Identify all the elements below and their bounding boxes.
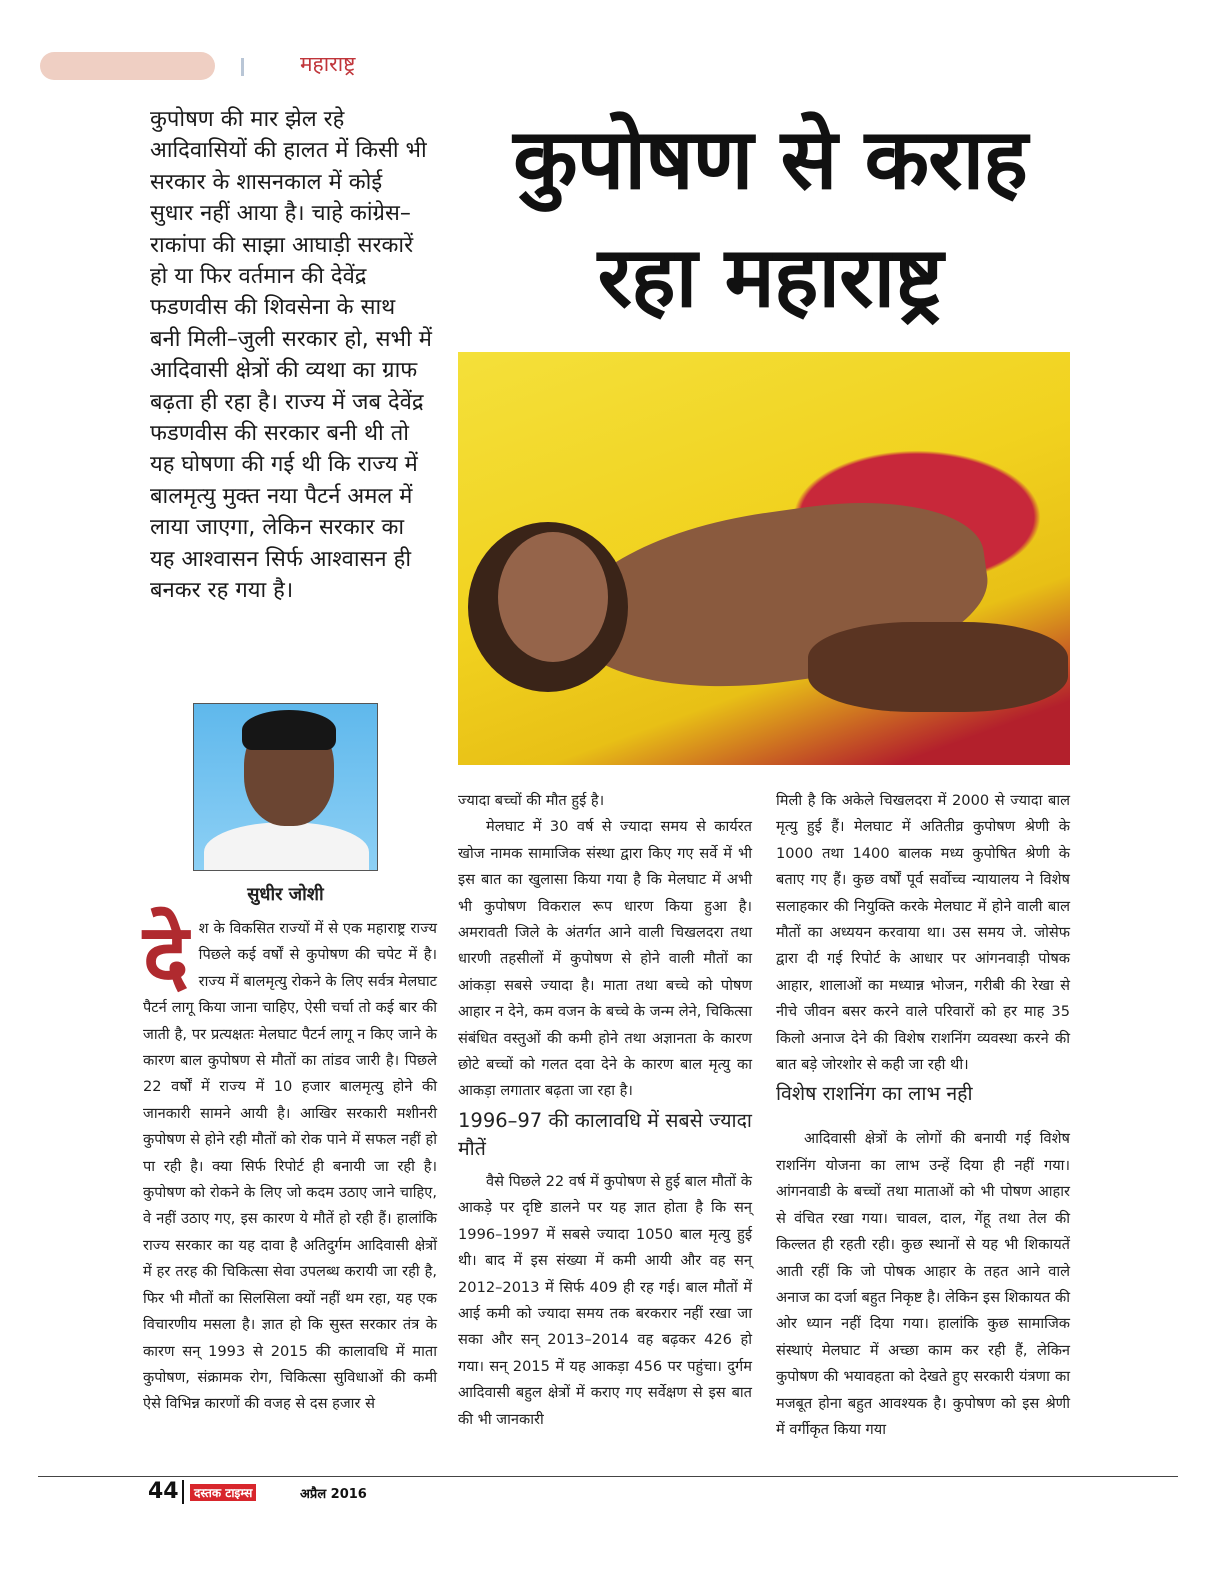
article-column-1 [143, 906, 437, 1418]
page-number: 44 [148, 1479, 179, 1504]
intro-blurb: कुपोषण की मार झेल रहे आदिवासियों की हालत में किसी भी सरकार के शासनकाल में कोई सुधार नहीं आया है। चाहे कांग्रेस–राकांपा की साझा आघाड़ी सरकारें हो या फिर वर्तमान की देवेंद्र फडणवीस की शिवसेना के साथ बनी मिली–जुली सरकार हो, सभी में आदिवासी क्षेत्रों की व्यथा का ग्राफ बढ़ता ही रहा है। राज्य में जब देवेंद्र फडणवीस की सरकार बनी थी तो यह घोषणा की गई थी कि राज्य में बालमृत्यु मुक्त नया पैटर्न अमल में लाया जाएगा, लेकिन सरकार का यह आश्वासन सिर्फ आश्वासन ही बनकर रह गया है। [150, 107, 432, 604]
article-column-3 [776, 788, 1070, 1443]
paragraph: श के विकसित राज्यों में से एक महाराष्ट्र राज्य पिछले कई वर्षों से कुपोषण की चपेट में है। राज्य में बालमृत्यु रोकने के लिए सर्वत्र मेलघाट पैटर्न लागू किया जाना चाहिए, ऐसी चर्चा तो कई बार की जाती है, पर प्रत्यक्षतः मेलघाट पैटर्न लागू न किए जाने के कारण बाल कुपोषण से मौतों का तांडव जारी है। पिछले 22 वर्षों में राज्य में 10 हजार बालमृत्यु होने की जानकारी सामने आयी है। आखिर सरकारी मशीनरी कुपोषण से होने रही मौतों को रोक पाने में सफल नहीं हो पा रही है। क्या सिर्फ रिपोर्ट ही बनायी जा रही है। कुपोषण को रोकने के लिए जो कदम उठाए जाने चाहिए, वे नहीं उठाए गए, इस कारण ये मौतें हो रही हैं। हालांकि राज्य सरकार का यह दावा है अतिदुर्गम आदिवासी क्षेत्रों में हर तरह की चिकित्सा सेवा उपलब्ध करायी जा रही है, फिर भी मौतों का सिलसिला क्यों नहीं थम रहा, यह एक विचारणीय मसला है। ज्ञात हो कि सुस्त सरकार तंत्र के कारण सन् 1993 से 2015 की कालावधि में माता कुपोषण, संक्रामक रोग, चिकित्सा सुविधाओं की कमी ऐसे विभिन्न कारणों की वजह से दस हजार से [143, 920, 437, 1413]
section-label: महाराष्ट्र [300, 52, 356, 76]
article-column-2 [458, 788, 752, 1433]
footer-divider [182, 1480, 184, 1504]
subheading: विशेष राशनिंग का लाभ नही [776, 1082, 973, 1106]
header-tab [40, 52, 215, 80]
drop-cap: दे [143, 906, 189, 1006]
headline [470, 100, 1070, 336]
publication-logo: दस्तक टाइम्स [190, 1484, 256, 1501]
paragraph: मेलघाट में 30 वर्ष से ज्यादा समय से कार्यरत खोज नामक सामाजिक संस्था द्वारा किए गए सर्वे में भी इस बात का खुलासा किया गया है कि मेलघाट में अभी भी कुपोषण विकराल रूप धारण किया हुआ है। अमरावती जिले के अंतर्गत आने वाली चिखलदरा तथा धारणी तहसीलों में कुपोषण से होने वाली मौतों का आंकड़ा सबसे ज्यादा है। माता तथा बच्चे को पोषण आहार न देने, कम वजन के बच्चे के जन्म लेने, चिकित्सा संबंधित वस्तुओं की कमी होने तथा अज्ञानता के कारण छोटे बच्चों को गलत दवा देने के कारण बाल मृत्यु का आकड़ा लगातार बढ़ता जा रहा है। [458, 818, 752, 1100]
photo-figure [808, 622, 1068, 712]
footer-rule [38, 1476, 1178, 1477]
paragraph: मिली है कि अकेले चिखलदरा में 2000 से ज्यादा बाल मृत्यु हुई हैं। मेलघाट में अतितीव्र कुपोषण श्रेणी के 1000 तथा 1400 बालक मध्य कुपोषित श्रेणी के बताए गए हैं। कुछ वर्षों पूर्व सर्वोच्च न्यायालय ने विशेष सलाहकार की नियुक्ति करके मेलघाट में होने वाली बाल मौतों का अध्ययन करवाया था। उस समय जे. जोसेफ द्वारा दी गई रिपोर्ट के आधार पर आंगनवाड़ी पोषक आहार, शालाओं का मध्यान्न भोजन, गरीबी की रेखा से नीचे जीवन बसर करने वाले परिवारों को हर माह 35 किलो अनाज देने की विशेष राशनिंग व्यवस्था करने की बात बड़े जोरशोर से कही जा रही थी। [776, 792, 1070, 1074]
issue-date: अप्रैल 2016 [300, 1487, 367, 1502]
header-divider [241, 58, 244, 76]
author-name: सुधीर जोशी [247, 884, 324, 905]
paragraph: वैसे पिछले 22 वर्ष में कुपोषण से हुई बाल मौतों के आकड़े पर दृष्टि डालने पर यह ज्ञात होता है कि सन् 1996–1997 में सबसे ज्यादा 1050 बाल मृत्यु हुई थी। बाद में इस संख्या में कमी आयी और वह सन् 2012–2013 में सिर्फ 409 ही रह गई। बाल मौतों में आई कमी को ज्यादा समय तक बरकरार नहीं रखा जा सका और सन् 2013–2014 वह बढ़कर 426 हो गया। सन् 2015 में यह आकड़ा 456 पर पहुंचा। दुर्गम आदिवासी बहुल क्षेत्रों में कराए गए सर्वेक्षण से इस बात की भी जानकारी [458, 1172, 752, 1428]
malnourished-child-photo [458, 352, 1070, 765]
photo-figure [204, 822, 369, 871]
author-photo [193, 703, 378, 871]
photo-figure [498, 532, 608, 662]
subheading: 1996–97 की कालावधि में सबसे ज्यादा मौतें [458, 1108, 752, 1160]
headline-line-1: कुपोषण से कराह [513, 110, 1027, 208]
paragraph: ज्यादा बच्चों की मौत हुई है। [458, 792, 605, 809]
headline-line-2: रहा महाराष्ट्र [597, 228, 943, 326]
photo-figure [242, 710, 336, 750]
paragraph: आदिवासी क्षेत्रों के लोगों की बनायी गई विशेष राशनिंग योजना का लाभ उन्हें दिया ही नहीं गया। आंगनवाडी के बच्चों तथा माताओं को भी पोषण आहार से वंचित रखा गया। चावल, दाल, गेंहू तथा तेल की किल्लत ही रहती रही। कुछ स्थानों से यह भी शिकायतें आती रहीं कि जो पोषक आहार के तहत आने वाले अनाज का दर्जा बहुत निकृष्ट है। लेकिन इस शिकायत की ओर ध्यान नहीं दिया गया। हालांकि कुछ सामाजिक संस्थाएं मेलघाट में अच्छा काम कर रही हैं, लेकिन कुपोषण की भयावहता को देखते हुए सरकारी यंत्रणा का मजबूत होना बहुत आवश्यक है। कुपोषण को इस श्रेणी में वर्गीकृत किया गया [776, 1130, 1070, 1438]
